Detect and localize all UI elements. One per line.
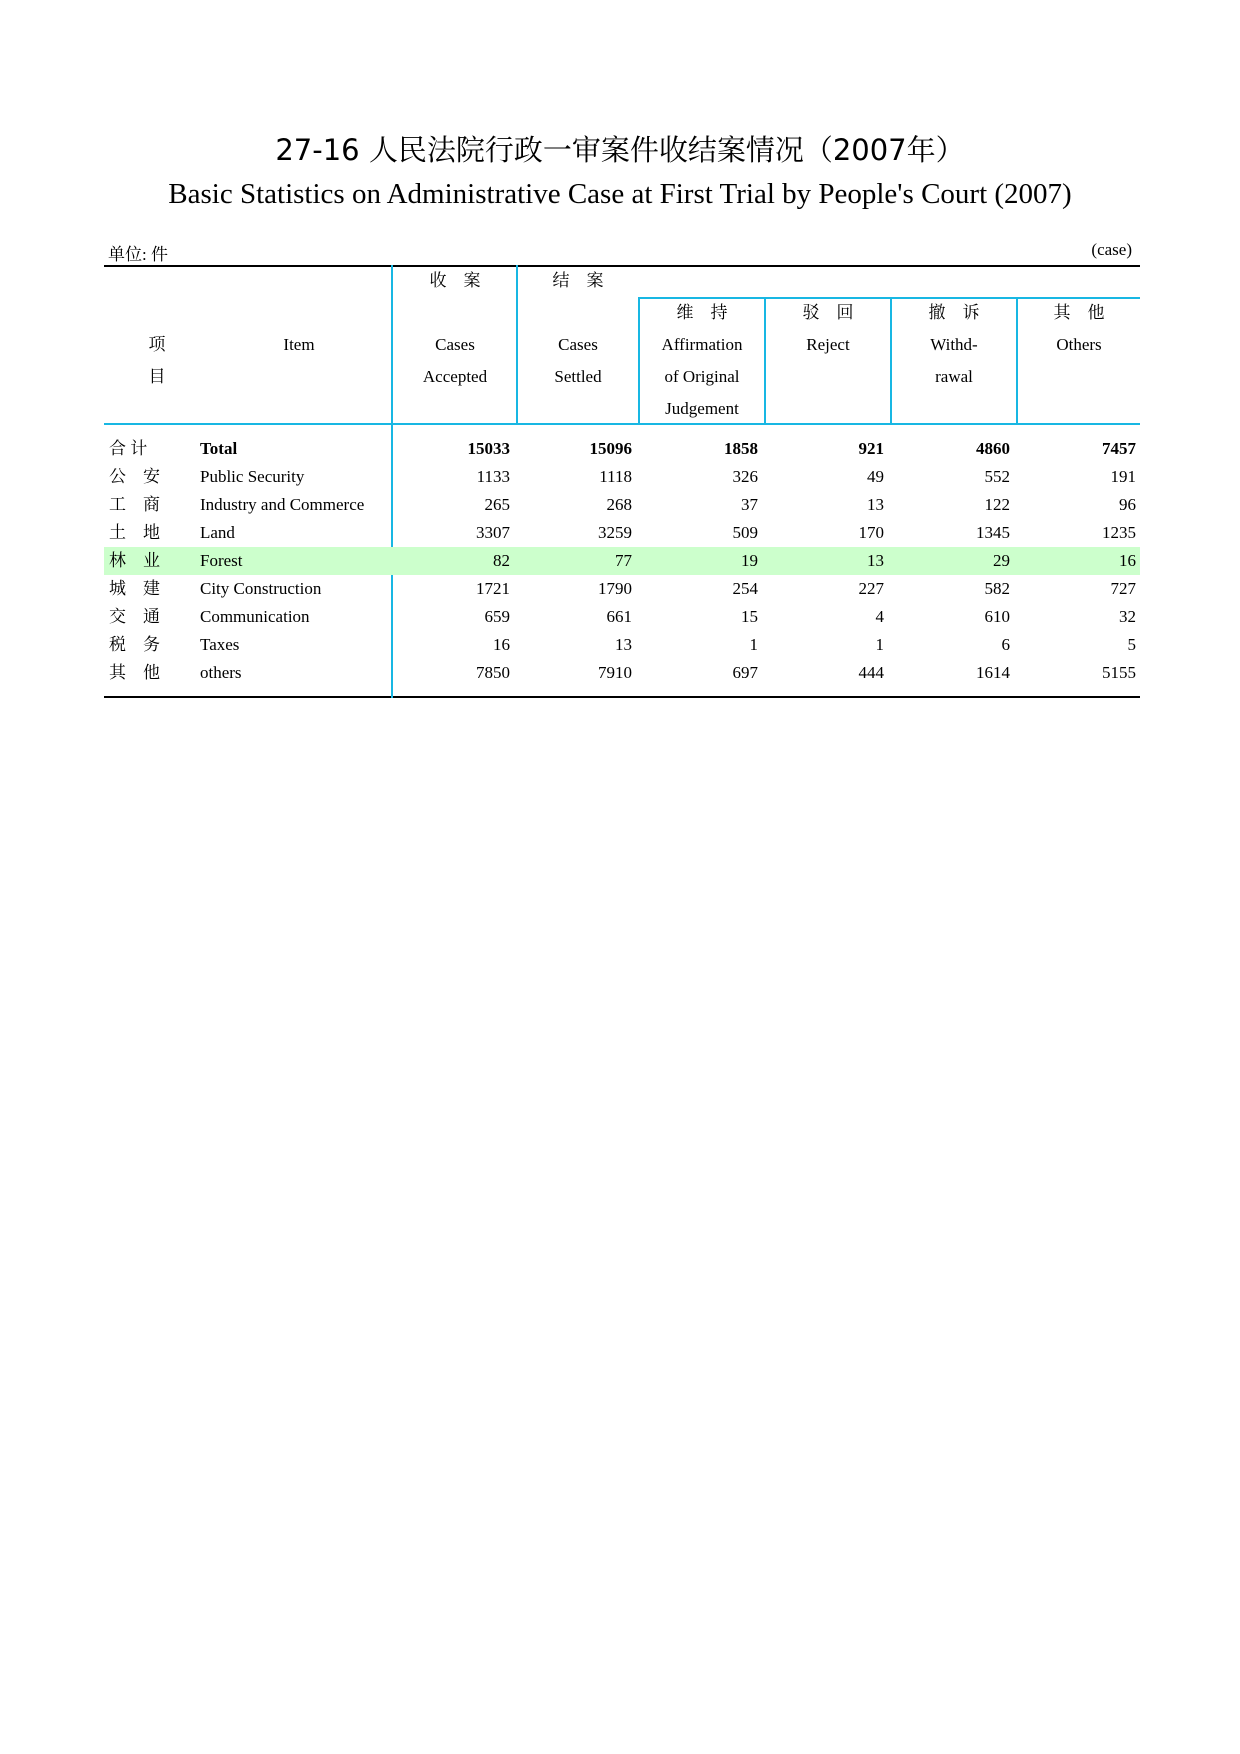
table-row <box>104 575 1140 603</box>
header-withdraw-en-2: rawal <box>935 367 973 386</box>
cell-withdraw: 552 <box>984 467 1010 486</box>
row-label-cn: 城 建 <box>109 579 160 598</box>
cell-withdraw: 1614 <box>976 663 1010 682</box>
header-settled-en-2: Settled <box>554 367 602 386</box>
cell-affirm: 509 <box>732 523 758 542</box>
cell-reject: 4 <box>875 607 884 626</box>
statistics-table <box>104 265 1140 698</box>
cell-reject: 49 <box>867 467 884 486</box>
cell-withdraw: 29 <box>993 551 1010 570</box>
row-label-cn: 林 业 <box>109 551 160 570</box>
cell-others: 1235 <box>1102 523 1136 542</box>
cell-reject: 227 <box>858 579 884 598</box>
header-settled-en-1: Cases <box>558 335 598 354</box>
row-label-cn: 合 计 <box>109 439 148 458</box>
row-label-cn: 土 地 <box>109 523 160 542</box>
cell-others: 5 <box>1127 635 1136 654</box>
cell-accepted: 7850 <box>476 663 510 682</box>
row-label-cn: 公 安 <box>109 467 160 486</box>
header-accepted-en-1: Cases <box>435 335 475 354</box>
table-row <box>104 603 1140 631</box>
cell-affirm: 15 <box>741 607 758 626</box>
row-label-cn: 交 通 <box>109 607 160 626</box>
cell-others: 727 <box>1110 579 1136 598</box>
table-row <box>104 491 1140 519</box>
cell-affirm: 19 <box>741 551 758 570</box>
header-accepted-cn: 收 案 <box>429 271 481 290</box>
page-title-en: Basic Statistics on Administrative Case at First Trial by People's Court (2007) <box>168 178 1072 210</box>
cell-settled: 7910 <box>598 663 632 682</box>
cell-settled: 268 <box>606 495 632 514</box>
cell-affirm: 1 <box>749 635 758 654</box>
cell-accepted: 1721 <box>476 579 510 598</box>
cell-settled: 661 <box>606 607 632 626</box>
header-accepted-en-2: Accepted <box>422 367 488 386</box>
cell-settled: 1790 <box>598 579 632 598</box>
cell-withdraw: 6 <box>1001 635 1010 654</box>
header-affirm-en-3: Judgement <box>665 399 739 418</box>
cell-withdraw: 122 <box>984 495 1010 514</box>
cell-accepted: 659 <box>484 607 510 626</box>
cell-accepted: 3307 <box>476 523 510 542</box>
header-settled-cn: 结 案 <box>552 271 604 290</box>
cell-others: 191 <box>1110 467 1136 486</box>
cell-others: 7457 <box>1102 439 1136 458</box>
table-row-total <box>104 435 1140 463</box>
table-row <box>104 631 1140 659</box>
cell-accepted: 265 <box>484 495 510 514</box>
row-label-en: Communication <box>200 607 310 626</box>
row-label-en: City Construction <box>200 579 322 598</box>
cell-accepted: 82 <box>493 551 510 570</box>
row-label-en: Total <box>200 439 238 458</box>
row-label-en: others <box>200 663 242 682</box>
table-row-highlighted <box>104 547 1140 575</box>
header-affirm-cn: 维 持 <box>676 303 728 322</box>
cell-reject: 13 <box>867 495 884 514</box>
cell-accepted: 16 <box>493 635 510 654</box>
header-bottom-rule <box>104 423 1140 425</box>
header-withdraw-en-1: Withd- <box>930 335 978 354</box>
cell-others: 5155 <box>1102 663 1136 682</box>
cell-others: 16 <box>1119 551 1136 570</box>
cell-reject: 170 <box>858 523 884 542</box>
table-bottom-rule <box>104 696 1140 698</box>
table-row <box>104 659 1140 687</box>
page-title-cn: 27-16 人民法院行政一审案件收结案情况（2007年） <box>275 133 965 167</box>
cell-accepted: 15033 <box>467 439 510 458</box>
header-others-cn: 其 他 <box>1053 303 1105 322</box>
cell-accepted: 1133 <box>476 467 510 486</box>
row-label-cn: 工 商 <box>109 495 160 514</box>
cell-reject: 444 <box>858 663 884 682</box>
unit-label: 单位: 件 <box>108 245 168 264</box>
cell-affirm: 37 <box>741 495 758 514</box>
cell-affirm: 697 <box>732 663 758 682</box>
header-others-en: Others <box>1056 335 1102 354</box>
cell-settled: 1118 <box>599 467 632 486</box>
cell-reject: 1 <box>875 635 884 654</box>
cell-withdraw: 582 <box>984 579 1010 598</box>
header-withdraw-cn: 撤 诉 <box>928 303 980 322</box>
header-reject-en: Reject <box>806 335 850 354</box>
cell-affirm: 254 <box>732 579 758 598</box>
cell-others: 32 <box>1119 607 1136 626</box>
row-label-cn: 其 他 <box>109 663 160 682</box>
table-row <box>104 519 1140 547</box>
unit-label-en: (case) <box>1091 240 1132 259</box>
row-label-en: Public Security <box>200 467 305 486</box>
cell-others: 96 <box>1119 495 1136 514</box>
header-item-cn: 项 目 <box>148 335 215 386</box>
header-affirm-en-2: of Original <box>664 367 740 386</box>
row-label-en: Taxes <box>200 635 240 654</box>
row-label-en: Forest <box>200 551 243 570</box>
header-item-en: Item <box>283 335 315 354</box>
table-row <box>104 463 1140 491</box>
cell-affirm: 1858 <box>724 439 758 458</box>
row-label-cn: 税 务 <box>109 635 160 654</box>
row-label-en: Land <box>200 523 235 542</box>
cell-affirm: 326 <box>732 467 758 486</box>
cell-settled: 15096 <box>589 439 632 458</box>
cell-reject: 921 <box>858 439 884 458</box>
cell-settled: 13 <box>615 635 632 654</box>
row-label-en: Industry and Commerce <box>200 495 365 514</box>
cell-withdraw: 610 <box>984 607 1010 626</box>
cell-settled: 77 <box>615 551 632 570</box>
cell-withdraw: 4860 <box>976 439 1010 458</box>
cell-withdraw: 1345 <box>976 523 1010 542</box>
cell-settled: 3259 <box>598 523 632 542</box>
header-reject-cn: 驳 回 <box>802 303 854 322</box>
header-affirm-en-1: Affirmation <box>661 335 743 354</box>
cell-reject: 13 <box>867 551 884 570</box>
